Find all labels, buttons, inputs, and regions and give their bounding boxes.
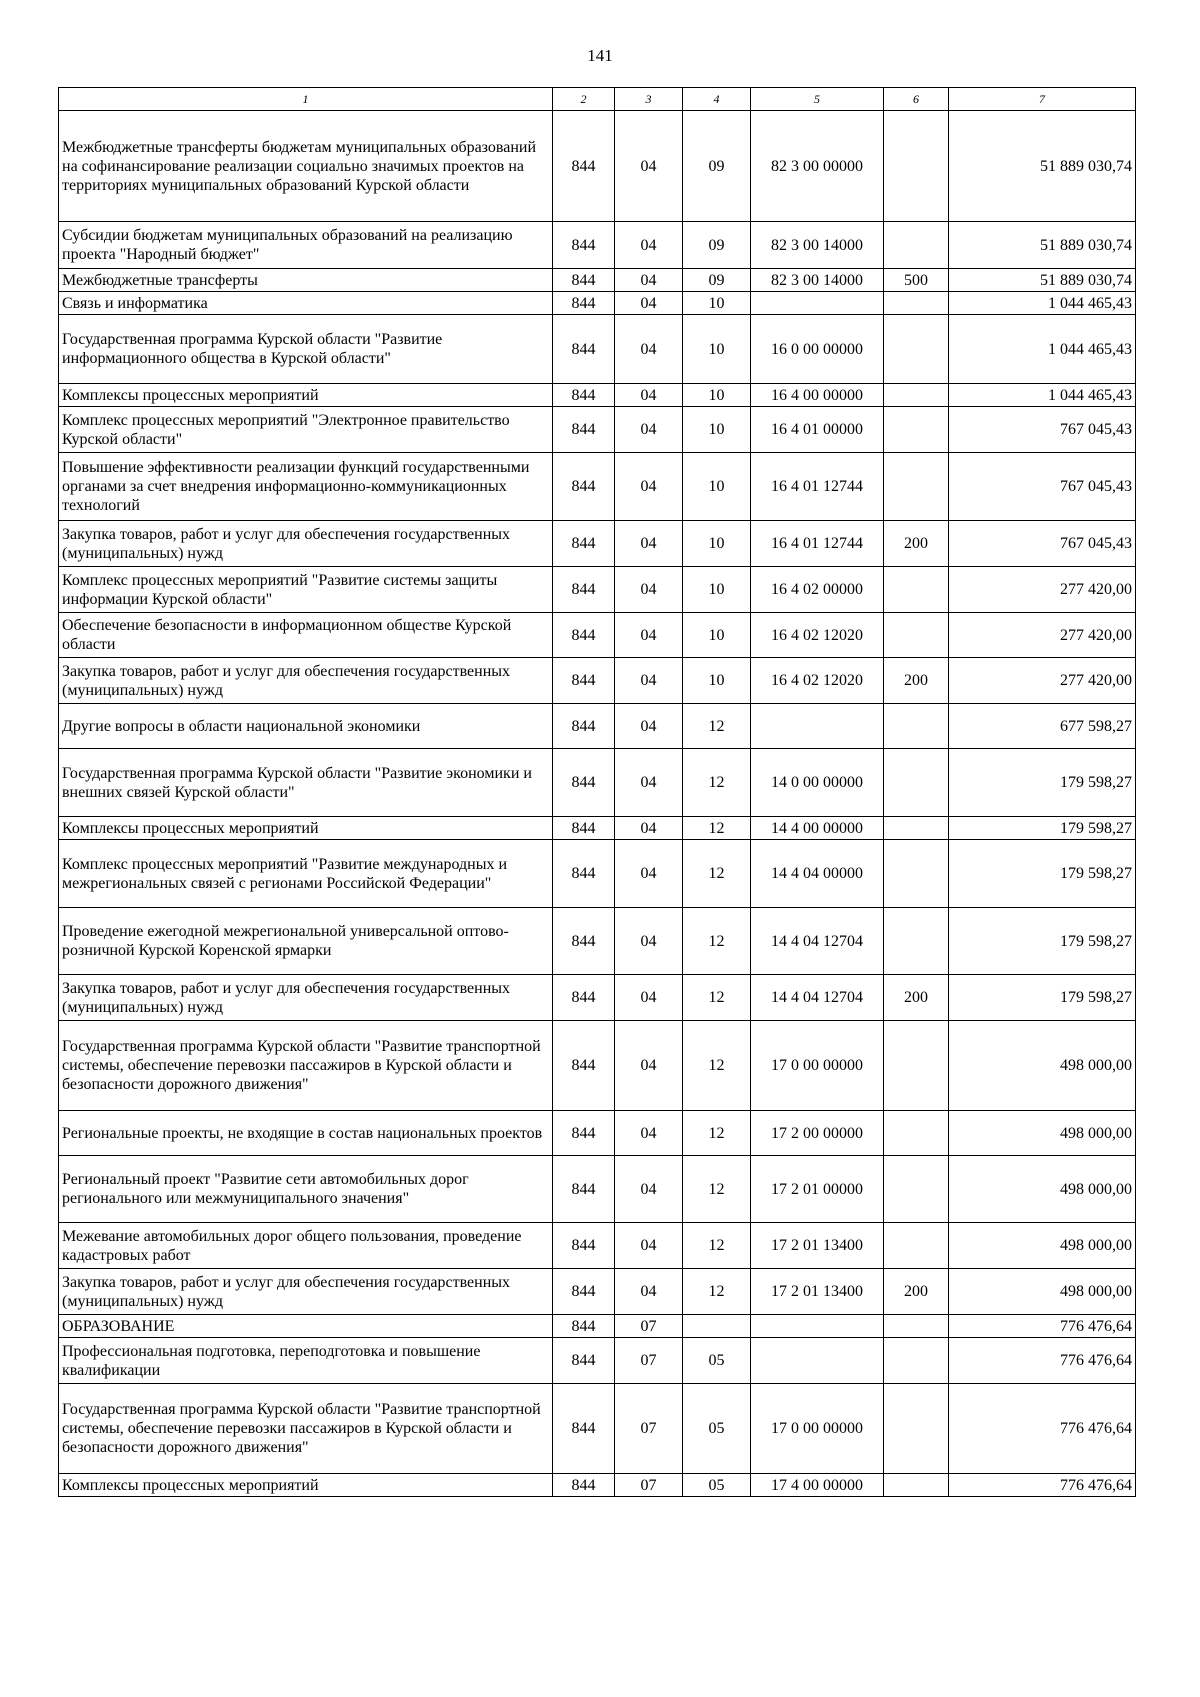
column-header: 2: [553, 88, 615, 111]
row-name-cell: Комплексы процессных мероприятий: [59, 1474, 553, 1497]
page-number: 141: [587, 46, 613, 65]
amount-cell: 277 420,00: [949, 613, 1136, 658]
code-6-cell: [884, 613, 949, 658]
row-name-cell: Комплекс процессных мероприятий "Развитие международных и межрегиональных связей с регионами Российской Федерации": [59, 840, 553, 908]
amount-cell: 498 000,00: [949, 1156, 1136, 1223]
table-row: [59, 1021, 1136, 1111]
code-3-cell: 04: [615, 222, 683, 269]
code-5-cell: 14 4 04 12704: [751, 975, 884, 1021]
code-5-cell: 14 0 00 00000: [751, 749, 884, 817]
row-name-cell: Государственная программа Курской области "Развитие транспортной системы, обеспечение перевозки пассажиров в Курской области и безопасности дорожного движения": [59, 1384, 553, 1474]
code-5-cell: 16 4 01 00000: [751, 407, 884, 453]
code-6-cell: [884, 1111, 949, 1156]
code-4-cell: 12: [683, 1269, 751, 1315]
code-6-cell: [884, 908, 949, 975]
table-row: [59, 1269, 1136, 1315]
code-3-cell: 04: [615, 111, 683, 222]
code-5-cell: 16 4 02 00000: [751, 567, 884, 613]
code-3-cell: 04: [615, 521, 683, 567]
amount-cell: 51 889 030,74: [949, 111, 1136, 222]
amount-cell: 498 000,00: [949, 1111, 1136, 1156]
code-4-cell: [683, 1315, 751, 1338]
row-name-cell: Закупка товаров, работ и услуг для обеспечения государственных (муниципальных) нужд: [59, 975, 553, 1021]
code-5-cell: 17 0 00 00000: [751, 1384, 884, 1474]
amount-cell: 767 045,43: [949, 521, 1136, 567]
table-row: [59, 1338, 1136, 1384]
column-number-row: [59, 88, 1136, 111]
code-5-cell: 17 2 01 13400: [751, 1269, 884, 1315]
code-3-cell: 04: [615, 567, 683, 613]
code-5-cell: [751, 704, 884, 749]
amount-cell: 179 598,27: [949, 840, 1136, 908]
code-4-cell: 12: [683, 1021, 751, 1111]
code-3-cell: 04: [615, 840, 683, 908]
table-row: [59, 1223, 1136, 1269]
code-5-cell: 14 4 00 00000: [751, 817, 884, 840]
code-2-cell: 844: [553, 521, 615, 567]
code-2-cell: 844: [553, 1384, 615, 1474]
code-6-cell: [884, 1338, 949, 1384]
table-row: [59, 521, 1136, 567]
code-3-cell: 04: [615, 908, 683, 975]
row-name-cell: Региональный проект "Развитие сети автомобильных дорог регионального или межмуниципального значения": [59, 1156, 553, 1223]
code-2-cell: 844: [553, 407, 615, 453]
amount-cell: 776 476,64: [949, 1315, 1136, 1338]
table-row: [59, 269, 1136, 292]
code-4-cell: 12: [683, 840, 751, 908]
code-6-cell: [884, 1021, 949, 1111]
code-4-cell: 10: [683, 521, 751, 567]
code-3-cell: 04: [615, 407, 683, 453]
table-row: [59, 567, 1136, 613]
row-name-cell: Государственная программа Курской области "Развитие экономики и внешних связей Курской области": [59, 749, 553, 817]
code-4-cell: 12: [683, 817, 751, 840]
code-4-cell: 12: [683, 1223, 751, 1269]
code-6-cell: [884, 1223, 949, 1269]
code-6-cell: [884, 1384, 949, 1474]
table-row: [59, 908, 1136, 975]
row-name-cell: Комплекс процессных мероприятий "Электронное правительство Курской области": [59, 407, 553, 453]
code-5-cell: 14 4 04 12704: [751, 908, 884, 975]
code-3-cell: 07: [615, 1384, 683, 1474]
table-row: [59, 1156, 1136, 1223]
code-4-cell: 09: [683, 222, 751, 269]
code-2-cell: 844: [553, 1111, 615, 1156]
code-2-cell: 844: [553, 1021, 615, 1111]
table-row: [59, 840, 1136, 908]
row-name-cell: Проведение ежегодной межрегиональной универсальной оптово-розничной Курской Коренской ярмарки: [59, 908, 553, 975]
amount-cell: 767 045,43: [949, 453, 1136, 521]
code-4-cell: 05: [683, 1384, 751, 1474]
code-5-cell: 16 4 00 00000: [751, 384, 884, 407]
column-header: 6: [884, 88, 949, 111]
row-name-cell: Связь и информатика: [59, 292, 553, 315]
code-6-cell: [884, 407, 949, 453]
code-4-cell: 10: [683, 567, 751, 613]
amount-cell: 51 889 030,74: [949, 222, 1136, 269]
code-6-cell: [884, 315, 949, 384]
table-row: [59, 315, 1136, 384]
amount-cell: 179 598,27: [949, 975, 1136, 1021]
amount-cell: 767 045,43: [949, 407, 1136, 453]
code-4-cell: 10: [683, 453, 751, 521]
amount-cell: 498 000,00: [949, 1269, 1136, 1315]
code-4-cell: 12: [683, 749, 751, 817]
code-2-cell: 844: [553, 749, 615, 817]
code-5-cell: 14 4 04 00000: [751, 840, 884, 908]
row-name-cell: Комплексы процессных мероприятий: [59, 817, 553, 840]
code-5-cell: 16 4 02 12020: [751, 613, 884, 658]
code-3-cell: 04: [615, 453, 683, 521]
code-4-cell: 10: [683, 613, 751, 658]
code-5-cell: [751, 1338, 884, 1384]
table-row: [59, 292, 1136, 315]
code-6-cell: [884, 1315, 949, 1338]
code-4-cell: 09: [683, 269, 751, 292]
table-row: [59, 749, 1136, 817]
code-3-cell: 07: [615, 1315, 683, 1338]
row-name-cell: Профессиональная подготовка, переподготовка и повышение квалификации: [59, 1338, 553, 1384]
code-2-cell: 844: [553, 111, 615, 222]
code-5-cell: 17 2 00 00000: [751, 1111, 884, 1156]
code-6-cell: 200: [884, 658, 949, 704]
amount-cell: 1 044 465,43: [949, 384, 1136, 407]
code-2-cell: 844: [553, 908, 615, 975]
code-6-cell: [884, 840, 949, 908]
code-5-cell: 16 4 01 12744: [751, 521, 884, 567]
amount-cell: 1 044 465,43: [949, 315, 1136, 384]
amount-cell: 677 598,27: [949, 704, 1136, 749]
code-5-cell: [751, 1315, 884, 1338]
code-2-cell: 844: [553, 658, 615, 704]
code-3-cell: 04: [615, 704, 683, 749]
code-6-cell: 200: [884, 1269, 949, 1315]
amount-cell: 179 598,27: [949, 749, 1136, 817]
code-4-cell: 10: [683, 658, 751, 704]
code-3-cell: 04: [615, 817, 683, 840]
code-2-cell: 844: [553, 1223, 615, 1269]
row-name-cell: Обеспечение безопасности в информационном обществе Курской области: [59, 613, 553, 658]
column-header: 4: [683, 88, 751, 111]
code-6-cell: [884, 111, 949, 222]
table-row: [59, 453, 1136, 521]
row-name-cell: Субсидии бюджетам муниципальных образований на реализацию проекта "Народный бюджет": [59, 222, 553, 269]
code-6-cell: [884, 292, 949, 315]
code-2-cell: 844: [553, 315, 615, 384]
code-6-cell: [884, 1156, 949, 1223]
amount-cell: 179 598,27: [949, 908, 1136, 975]
row-name-cell: Межевание автомобильных дорог общего пользования, проведение кадастровых работ: [59, 1223, 553, 1269]
row-name-cell: Другие вопросы в области национальной экономики: [59, 704, 553, 749]
code-2-cell: 844: [553, 975, 615, 1021]
code-4-cell: 12: [683, 1156, 751, 1223]
code-3-cell: 04: [615, 975, 683, 1021]
amount-cell: 51 889 030,74: [949, 269, 1136, 292]
amount-cell: 277 420,00: [949, 567, 1136, 613]
column-header: 5: [751, 88, 884, 111]
code-6-cell: [884, 453, 949, 521]
code-4-cell: 09: [683, 111, 751, 222]
code-2-cell: 844: [553, 222, 615, 269]
code-2-cell: 844: [553, 1315, 615, 1338]
code-5-cell: 17 0 00 00000: [751, 1021, 884, 1111]
table-row: [59, 407, 1136, 453]
code-5-cell: 17 2 01 13400: [751, 1223, 884, 1269]
row-name-cell: Межбюджетные трансферты бюджетам муниципальных образований на софинансирование реализации социально значимых проектов на территориях муниципальных образований Курской области: [59, 111, 553, 222]
code-4-cell: 12: [683, 908, 751, 975]
code-5-cell: 16 4 01 12744: [751, 453, 884, 521]
code-5-cell: 17 2 01 00000: [751, 1156, 884, 1223]
code-4-cell: 10: [683, 407, 751, 453]
code-2-cell: 844: [553, 1338, 615, 1384]
row-name-cell: ОБРАЗОВАНИЕ: [59, 1315, 553, 1338]
amount-cell: 179 598,27: [949, 817, 1136, 840]
table-body: [59, 111, 1136, 1497]
amount-cell: 498 000,00: [949, 1021, 1136, 1111]
code-6-cell: [884, 704, 949, 749]
budget-table: [58, 87, 1136, 1497]
code-4-cell: 12: [683, 1111, 751, 1156]
code-3-cell: 07: [615, 1338, 683, 1384]
code-6-cell: 500: [884, 269, 949, 292]
amount-cell: 776 476,64: [949, 1474, 1136, 1497]
table-row: [59, 1111, 1136, 1156]
code-2-cell: 844: [553, 453, 615, 521]
table-row: [59, 658, 1136, 704]
code-5-cell: 82 3 00 00000: [751, 111, 884, 222]
code-4-cell: 10: [683, 384, 751, 407]
code-4-cell: 12: [683, 704, 751, 749]
table-row: [59, 704, 1136, 749]
code-5-cell: 82 3 00 14000: [751, 269, 884, 292]
table-row: [59, 111, 1136, 222]
table-row: [59, 384, 1136, 407]
row-name-cell: Комплексы процессных мероприятий: [59, 384, 553, 407]
code-3-cell: 04: [615, 269, 683, 292]
code-6-cell: [884, 567, 949, 613]
code-5-cell: 17 4 00 00000: [751, 1474, 884, 1497]
code-3-cell: 04: [615, 1156, 683, 1223]
code-6-cell: 200: [884, 521, 949, 567]
row-name-cell: Повышение эффективности реализации функций государственными органами за счет внедрения информационно-коммуникационных технологий: [59, 453, 553, 521]
code-2-cell: 844: [553, 567, 615, 613]
table-row: [59, 1315, 1136, 1338]
code-6-cell: [884, 1474, 949, 1497]
code-2-cell: 844: [553, 840, 615, 908]
column-header: 3: [615, 88, 683, 111]
table-row: [59, 613, 1136, 658]
code-3-cell: 07: [615, 1474, 683, 1497]
code-5-cell: [751, 292, 884, 315]
code-3-cell: 04: [615, 292, 683, 315]
row-name-cell: Закупка товаров, работ и услуг для обеспечения государственных (муниципальных) нужд: [59, 658, 553, 704]
column-header: 1: [59, 88, 553, 111]
row-name-cell: Государственная программа Курской области "Развитие транспортной системы, обеспечение перевозки пассажиров в Курской области и безопасности дорожного движения": [59, 1021, 553, 1111]
amount-cell: 1 044 465,43: [949, 292, 1136, 315]
amount-cell: 776 476,64: [949, 1338, 1136, 1384]
code-3-cell: 04: [615, 1269, 683, 1315]
amount-cell: 776 476,64: [949, 1384, 1136, 1474]
table-row: [59, 1474, 1136, 1497]
column-header: 7: [949, 88, 1136, 111]
code-4-cell: 10: [683, 292, 751, 315]
table-row: [59, 1384, 1136, 1474]
row-name-cell: Закупка товаров, работ и услуг для обеспечения государственных (муниципальных) нужд: [59, 521, 553, 567]
code-4-cell: 05: [683, 1474, 751, 1497]
row-name-cell: Государственная программа Курской области "Развитие информационного общества в Курской области": [59, 315, 553, 384]
code-2-cell: 844: [553, 613, 615, 658]
code-3-cell: 04: [615, 384, 683, 407]
code-3-cell: 04: [615, 749, 683, 817]
code-6-cell: [884, 749, 949, 817]
code-4-cell: 05: [683, 1338, 751, 1384]
code-4-cell: 10: [683, 315, 751, 384]
code-2-cell: 844: [553, 384, 615, 407]
code-3-cell: 04: [615, 1021, 683, 1111]
code-3-cell: 04: [615, 315, 683, 384]
code-6-cell: 200: [884, 975, 949, 1021]
row-name-cell: Закупка товаров, работ и услуг для обеспечения государственных (муниципальных) нужд: [59, 1269, 553, 1315]
row-name-cell: Комплекс процессных мероприятий "Развитие системы защиты информации Курской области": [59, 567, 553, 613]
code-2-cell: 844: [553, 1156, 615, 1223]
table-row: [59, 222, 1136, 269]
code-6-cell: [884, 384, 949, 407]
table-row: [59, 817, 1136, 840]
code-2-cell: 844: [553, 1269, 615, 1315]
code-2-cell: 844: [553, 704, 615, 749]
amount-cell: 498 000,00: [949, 1223, 1136, 1269]
code-5-cell: 82 3 00 14000: [751, 222, 884, 269]
code-3-cell: 04: [615, 1223, 683, 1269]
code-3-cell: 04: [615, 613, 683, 658]
code-5-cell: 16 4 02 12020: [751, 658, 884, 704]
code-3-cell: 04: [615, 658, 683, 704]
table-header: [59, 88, 1136, 111]
row-name-cell: Межбюджетные трансферты: [59, 269, 553, 292]
code-3-cell: 04: [615, 1111, 683, 1156]
row-name-cell: Региональные проекты, не входящие в состав национальных проектов: [59, 1111, 553, 1156]
amount-cell: 277 420,00: [949, 658, 1136, 704]
code-2-cell: 844: [553, 292, 615, 315]
code-2-cell: 844: [553, 817, 615, 840]
code-6-cell: [884, 222, 949, 269]
code-2-cell: 844: [553, 269, 615, 292]
code-5-cell: 16 0 00 00000: [751, 315, 884, 384]
table-row: [59, 975, 1136, 1021]
code-4-cell: 12: [683, 975, 751, 1021]
code-2-cell: 844: [553, 1474, 615, 1497]
code-6-cell: [884, 817, 949, 840]
